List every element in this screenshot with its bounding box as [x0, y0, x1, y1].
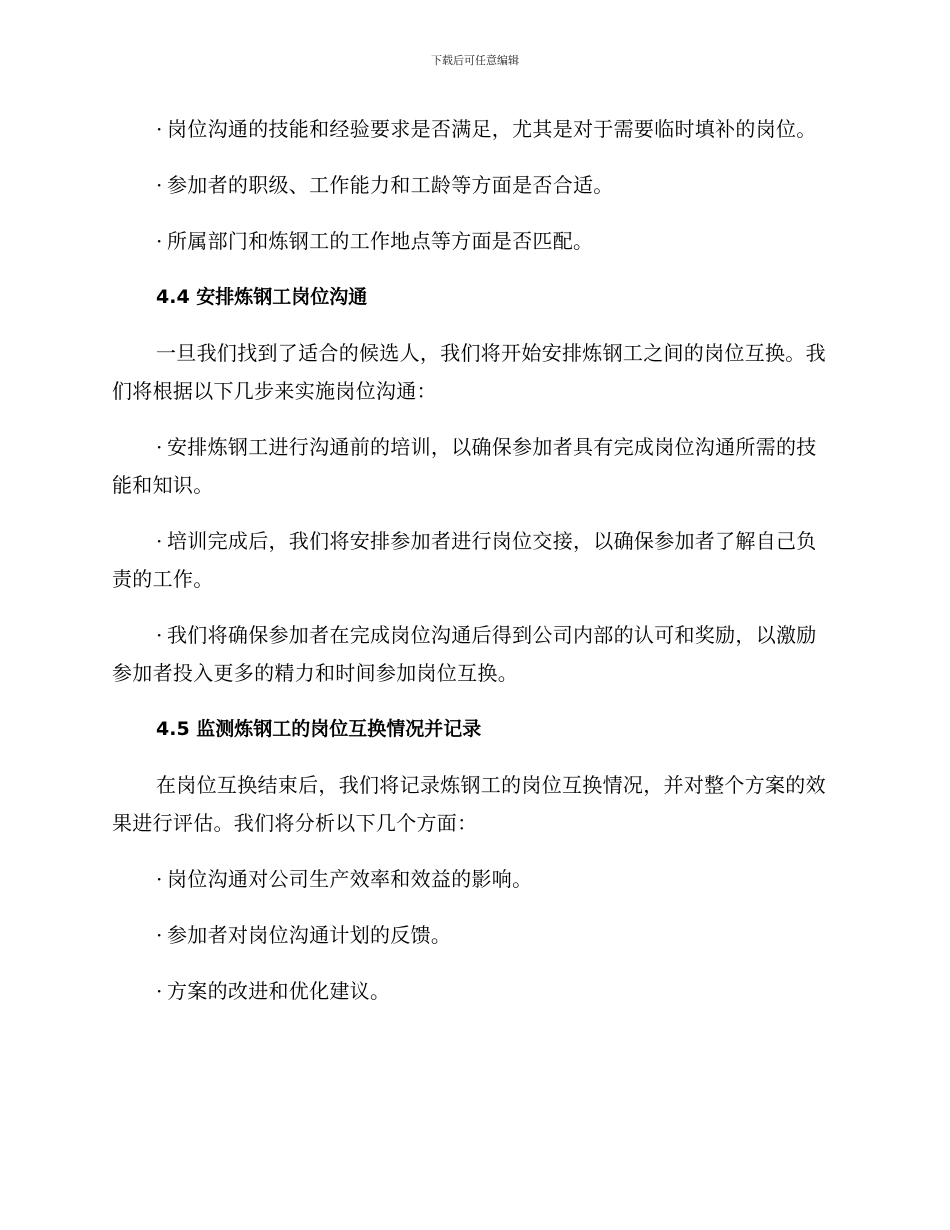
- bullet-text: 安排炼钢工进行沟通前的培训，以确保参加者具有完成岗位沟通所需的技能和知识。: [112, 435, 817, 497]
- bullet-symbol: ·: [156, 173, 163, 197]
- bullet-symbol: ·: [156, 229, 163, 253]
- bullet-text: 参加者对岗位沟通计划的反馈。: [167, 923, 452, 947]
- bullet-text: 所属部门和炼钢工的工作地点等方面是否匹配。: [167, 229, 594, 253]
- paragraph: 一旦我们找到了适合的候选人，我们将开始安排炼钢工之间的岗位互换。我们将根据以下几步来实施岗位沟通：: [112, 341, 826, 403]
- bullet-item: [112, 860, 832, 898]
- bullet-symbol: ·: [156, 623, 163, 647]
- bullet-text: 培训完成后，我们将安排参加者进行岗位交接，以确保参加者了解自己负责的工作。: [112, 529, 817, 591]
- bullet-symbol: ·: [156, 867, 163, 891]
- bullet-item: [112, 916, 832, 954]
- document-body: [112, 110, 832, 1028]
- bullet-item: [112, 522, 832, 598]
- bullet-symbol: ·: [156, 529, 163, 553]
- bullet-text: 参加者的职级、工作能力和工龄等方面是否合适。: [167, 173, 614, 197]
- bullet-symbol: ·: [156, 435, 163, 459]
- bullet-item: [112, 110, 832, 148]
- bullet-item: [112, 972, 832, 1010]
- bullet-symbol: ·: [156, 923, 163, 947]
- section-heading: 4.5 监测炼钢工的岗位互换情况并记录: [156, 718, 482, 740]
- page-header: 下载后可任意编辑: [431, 54, 519, 67]
- bullet-symbol: ·: [156, 979, 163, 1003]
- bullet-text: 岗位沟通的技能和经验要求是否满足，尤其是对于需要临时填补的岗位。: [167, 117, 817, 141]
- bullet-text: 我们将确保参加者在完成岗位沟通后得到公司内部的认可和奖励，以激励参加者投入更多的精力和时间参加岗位互换。: [112, 623, 817, 685]
- paragraph: 在岗位互换结束后，我们将记录炼钢工的岗位互换情况，并对整个方案的效果进行评估。我们将分析以下几个方面：: [112, 773, 826, 835]
- bullet-item: [112, 428, 832, 504]
- bullet-item: [112, 166, 832, 204]
- bullet-symbol: ·: [156, 117, 163, 141]
- bullet-text: 岗位沟通对公司生产效率和效益的影响。: [167, 867, 533, 891]
- bullet-item: [112, 616, 832, 692]
- section-heading: 4.4 安排炼钢工岗位沟通: [156, 286, 368, 308]
- bullet-text: 方案的改进和优化建议。: [167, 979, 391, 1003]
- bullet-item: [112, 222, 832, 260]
